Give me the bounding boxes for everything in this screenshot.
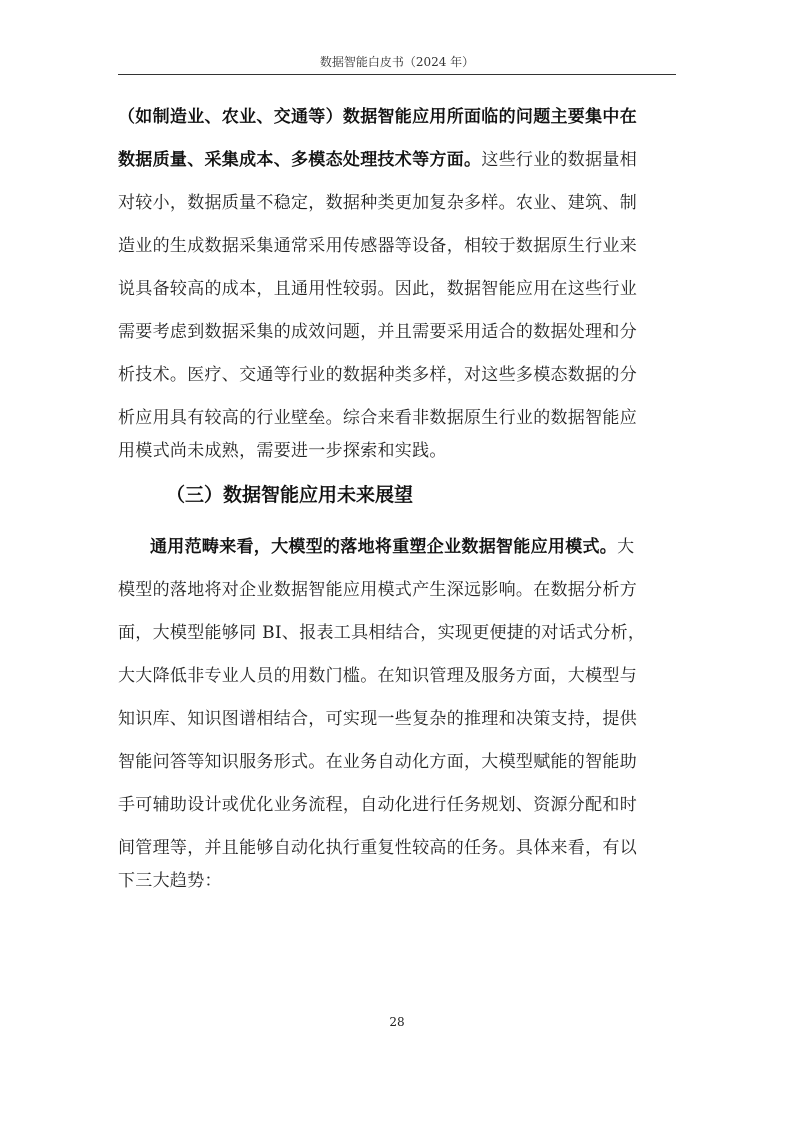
running-header: 数据智能白皮书（2024 年）	[319, 55, 475, 69]
body-text: 对较小，数据质量不稳定，数据种类更加复杂多样。农业、建筑、制	[118, 193, 637, 213]
text-line	[118, 866, 676, 896]
body-text: 析应用具有较高的行业壁垒。综合来看非数据原生行业的数据智能应	[118, 408, 637, 428]
text-line	[118, 833, 676, 863]
body-text: 大	[617, 537, 635, 557]
bold-text: 数据质量、采集成本、多模态处理技术等方面。	[118, 150, 482, 170]
text-line	[118, 618, 676, 648]
text-line	[118, 403, 676, 433]
section-heading: （三）数据智能应用未来展望	[166, 484, 414, 506]
body-text: 间管理等，并且能够自动化执行重复性较高的任务。具体来看，有以	[118, 838, 637, 858]
body-text: 下三大趋势：	[118, 871, 222, 891]
text-line	[118, 231, 676, 261]
text-line	[118, 360, 676, 390]
text-line	[118, 317, 676, 347]
body-text: 知识库、知识图谱相结合，可实现一些复杂的推理和决策支持，提供	[118, 709, 637, 729]
text-line	[118, 436, 676, 466]
body-text: 面，大模型能够同 BI、报表工具相结合，实现更便捷的对话式分析，	[118, 623, 646, 643]
body-text: 大大降低非专业人员的用数门槛。在知识管理及服务方面，大模型与	[118, 666, 637, 686]
text-line	[118, 188, 676, 218]
page-number: 28	[389, 1015, 405, 1029]
header-divider	[118, 74, 676, 75]
body-text: 智能问答等知识服务形式。在业务自动化方面，大模型赋能的智能助	[118, 752, 637, 772]
text-line	[118, 575, 676, 605]
bold-text: （如制造业、农业、交通等）数据智能应用所面临的问题主要集中在	[118, 107, 637, 127]
body-text: 用模式尚未成熟，需要进一步探索和实践。	[118, 441, 447, 461]
body-text: 造业的生成数据采集通常采用传感器等设备，相较于数据原生行业来	[118, 236, 637, 256]
text-line	[118, 747, 676, 777]
body-text: 需要考虑到数据采集的成效问题，并且需要采用适合的数据处理和分	[118, 322, 637, 342]
body-text: 这些行业的数据量相	[481, 150, 638, 170]
text-line	[118, 704, 676, 734]
body-text: 析技术。医疗、交通等行业的数据种类多样，对这些多模态数据的分	[118, 365, 637, 385]
text-line	[118, 274, 676, 304]
text-line	[118, 145, 676, 175]
body-text: 模型的落地将对企业数据智能应用模式产生深远影响。在数据分析方	[118, 580, 637, 600]
text-line	[118, 661, 676, 691]
body-text: 说具备较高的成本，且通用性较弱。因此，数据智能应用在这些行业	[118, 279, 637, 299]
body-text: 手可辅助设计或优化业务流程，自动化进行任务规划、资源分配和时	[118, 795, 637, 815]
text-line	[150, 532, 676, 562]
text-line	[118, 102, 676, 132]
text-line	[118, 790, 676, 820]
bold-text: 通用范畴来看，大模型的落地将重塑企业数据智能应用模式。	[150, 537, 618, 557]
